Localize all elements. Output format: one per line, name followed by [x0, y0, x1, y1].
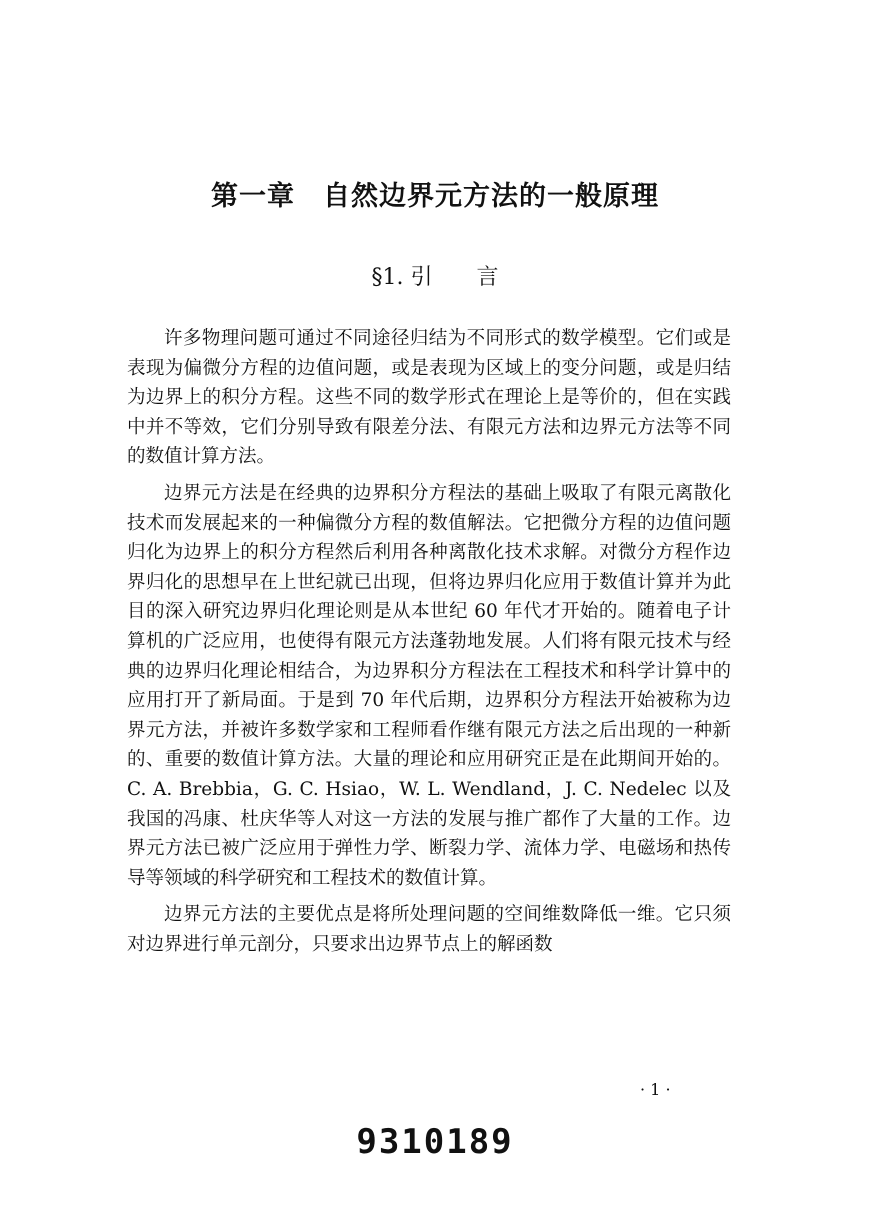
page-number: · 1 · — [640, 1080, 671, 1099]
paragraph-3: 边界元方法的主要优点是将所处理问题的空间维数降低一维。它只须对边界进行单元剖分，只要求出边界节点上的解函数 — [127, 904, 731, 955]
section-title: §1. 引 言 — [371, 265, 499, 290]
accession-number-stamp: 9310189 — [356, 1122, 514, 1162]
chapter-title: 第一章 自然边界元方法的一般原理 — [211, 181, 659, 212]
body-text — [127, 324, 731, 966]
paragraph-2: 边界元方法是在经典的边界积分方程法的基础上吸取了有限元离散化技术而发展起来的一种偏微分方程的数值解法。它把微分方程的边值问题归化为边界上的积分方程然后利用各种离散化技术求解。对微分方程作边界归化的思想早在上世纪就已出现，但将边界归化应用于数值计算并为此目的深入研究边界归化理论则是从本世纪 60 年代才开始的。随着电子计算机的广泛应用，也使得有限元方法蓬勃地发展。人们将有限元技术与经典的边界归化理论相结合，为边界积分方程法在工程技术和科学计算中的应用打开了新局面。于是到 70 年代后期，边界积分方程法开始被称为边界元方法，并被许多数学家和工程师看作继有限元方法之后出现的一种新的、重要的数值计算方法。大量的理论和应用研究正是在此期间开始的。C. A. Brebbia，G. C. Hsiao，W. L. Wendland，J. C. Nedelec 以及我国的冯康、杜庆华等人对这一方法的发展与推广都作了大量的工作。边界元方法已被广泛应用于弹性力学、断裂力学、流体力学、电磁场和热传导等领域的科学研究和工程技术的数值计算。 — [127, 482, 731, 889]
paragraph-1: 许多物理问题可通过不同途径归结为不同形式的数学模型。它们或是表现为偏微分方程的边值问题，或是表现为区域上的变分问题，或是归结为边界上的积分方程。这些不同的数学形式在理论上是等价的，但在实践中并不等效，它们分别导致有限差分法、有限元方法和边界元方法等不同的数值计算方法。 — [127, 328, 731, 468]
